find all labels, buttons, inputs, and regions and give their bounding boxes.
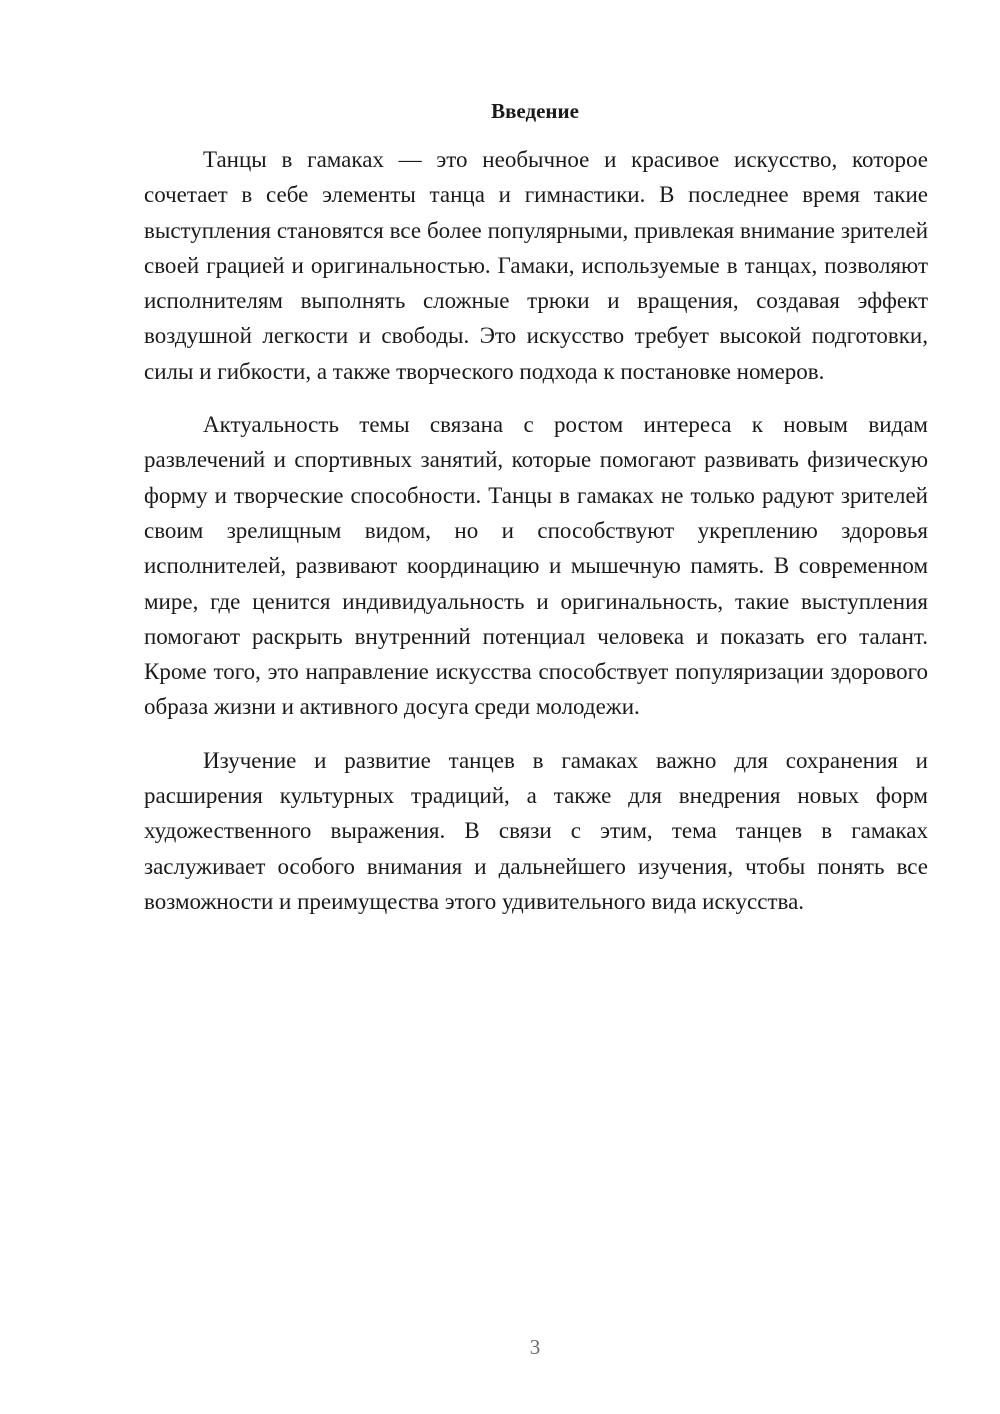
paragraph-3: Изучение и развитие танцев в гамаках важно для сохранения и расширения культурных традиций, а также для внедрения новых форм художественного выражения. В связи с этим, тема танцев в гамаках заслуживает особого внимания и дальнейшего изучения, чтобы понять все возможности и преимущества этого удивительного вида искусства. [144, 747, 928, 914]
page-title: Введение [491, 99, 579, 123]
paragraph-2: Актуальность темы связана с ростом интереса к новым видам развлечений и спортивных занятий, которые помогают развивать физическую форму и творческие способности. Танцы в гамаках не только радуют зрителей своим зрелищным видом, но и способствуют укреплению здоровья исполнителей, развивают координацию и мышечную память. В современном мире, где ценится индивидуальность и оригинальность, такие выступления помогают раскрыть внутренний потенциал человека и показать его талант. Кроме того, это направление искусства способствует популяризации здорового образа жизни и активного досуга среди молодежи. [144, 412, 928, 720]
page-number: 3 [529, 1335, 541, 1359]
body-text [144, 142, 928, 937]
paragraph-1: Танцы в гамаках — это необычное и красивое искусство, которое сочетает в себе элементы танца и гимнастики. В последнее время такие выступления становятся все более популярными, привлекая внимание зрителей своей грацией и оригинальностью. Гамаки, используемые в танцах, позволяют исполнителям выполнять сложные трюки и вращения, создавая эффект воздушной легкости и свободы. Это искусство требует высокой подготовки, силы и гибкости, а также творческого подхода к постановке номеров. [144, 147, 928, 384]
